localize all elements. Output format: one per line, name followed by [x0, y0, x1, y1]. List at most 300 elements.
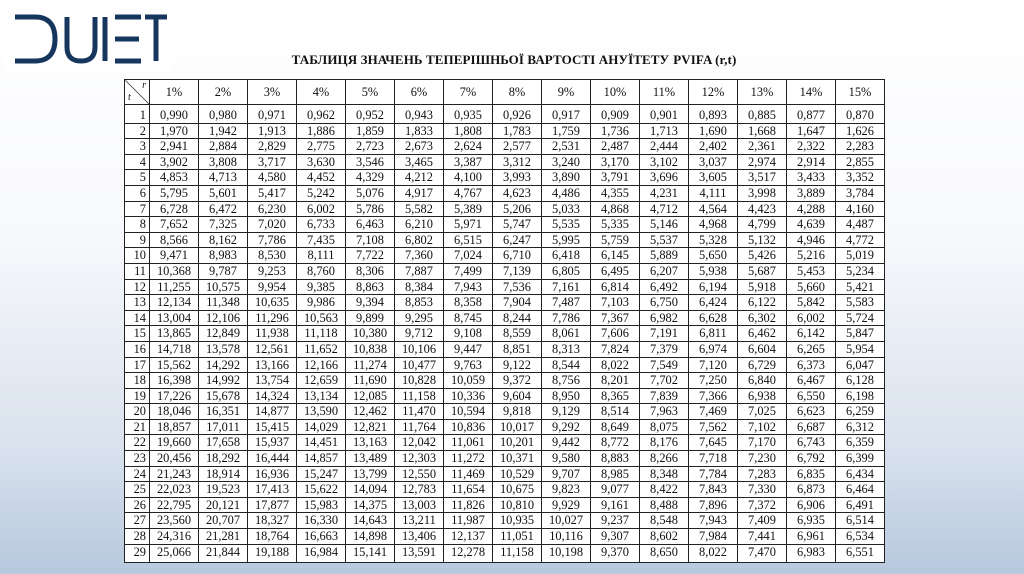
value-cell: 7,469 — [689, 404, 738, 420]
value-cell: 0,901 — [640, 105, 689, 124]
value-cell: 10,017 — [493, 419, 542, 435]
value-cell: 1,808 — [444, 123, 493, 139]
period-cell: 16 — [125, 341, 150, 357]
value-cell: 8,348 — [640, 466, 689, 482]
value-cell: 4,580 — [248, 170, 297, 186]
column-header: 8% — [493, 80, 542, 105]
value-cell: 18,914 — [199, 466, 248, 482]
value-cell: 12,166 — [297, 357, 346, 373]
value-cell: 0,893 — [689, 105, 738, 124]
value-cell: 14,877 — [248, 404, 297, 420]
table-row — [125, 326, 885, 342]
value-cell: 12,042 — [395, 435, 444, 451]
value-cell: 12,462 — [346, 404, 395, 420]
value-cell: 4,946 — [787, 232, 836, 248]
value-cell: 7,409 — [738, 513, 787, 529]
value-cell: 5,687 — [738, 263, 787, 279]
period-cell: 21 — [125, 419, 150, 435]
value-cell: 15,937 — [248, 435, 297, 451]
value-cell: 16,444 — [248, 451, 297, 467]
value-cell: 11,272 — [444, 451, 493, 467]
value-cell: 5,033 — [542, 201, 591, 217]
value-cell: 9,292 — [542, 419, 591, 435]
value-cell: 6,983 — [787, 544, 836, 563]
value-cell: 5,795 — [150, 185, 199, 201]
value-cell: 7,470 — [738, 544, 787, 563]
period-cell: 17 — [125, 357, 150, 373]
value-cell: 7,230 — [738, 451, 787, 467]
table-row — [125, 201, 885, 217]
value-cell: 6,259 — [836, 404, 885, 420]
value-cell: 1,647 — [787, 123, 836, 139]
value-cell: 10,828 — [395, 373, 444, 389]
value-cell: 3,352 — [836, 170, 885, 186]
value-cell: 4,288 — [787, 201, 836, 217]
table-row — [125, 466, 885, 482]
value-cell: 7,108 — [346, 232, 395, 248]
value-cell: 4,212 — [395, 170, 444, 186]
column-header: 4% — [297, 80, 346, 105]
value-cell: 7,366 — [689, 388, 738, 404]
table-row — [125, 185, 885, 201]
value-cell: 7,896 — [689, 497, 738, 513]
value-cell: 6,733 — [297, 217, 346, 233]
value-cell: 6,194 — [689, 279, 738, 295]
period-cell: 29 — [125, 544, 150, 563]
table-row — [125, 435, 885, 451]
value-cell: 3,717 — [248, 154, 297, 170]
value-cell: 7,887 — [395, 263, 444, 279]
value-cell: 13,406 — [395, 529, 444, 545]
value-cell: 7,645 — [689, 435, 738, 451]
table-row — [125, 357, 885, 373]
value-cell: 6,982 — [640, 310, 689, 326]
period-cell: 19 — [125, 388, 150, 404]
value-cell: 4,231 — [640, 185, 689, 201]
value-cell: 8,422 — [640, 482, 689, 498]
value-cell: 0,935 — [444, 105, 493, 124]
corner-cell — [125, 80, 150, 105]
value-cell: 8,544 — [542, 357, 591, 373]
value-cell: 4,100 — [444, 170, 493, 186]
value-cell: 17,877 — [248, 497, 297, 513]
table-row — [125, 123, 885, 139]
period-cell: 3 — [125, 139, 150, 155]
value-cell: 3,808 — [199, 154, 248, 170]
value-cell: 6,142 — [787, 326, 836, 342]
period-cell: 13 — [125, 295, 150, 311]
value-cell: 5,234 — [836, 263, 885, 279]
value-cell: 13,489 — [346, 451, 395, 467]
column-header: 6% — [395, 80, 444, 105]
value-cell: 5,938 — [689, 263, 738, 279]
value-cell: 11,987 — [444, 513, 493, 529]
value-cell: 11,764 — [395, 419, 444, 435]
page-title — [0, 52, 1024, 68]
value-cell: 6,463 — [346, 217, 395, 233]
column-header: 7% — [444, 80, 493, 105]
value-cell: 6,312 — [836, 419, 885, 435]
value-cell: 13,166 — [248, 357, 297, 373]
value-cell: 17,413 — [248, 482, 297, 498]
period-cell: 7 — [125, 201, 150, 217]
value-cell: 11,690 — [346, 373, 395, 389]
value-cell: 6,935 — [787, 513, 836, 529]
value-cell: 2,974 — [738, 154, 787, 170]
value-cell: 9,442 — [542, 435, 591, 451]
value-cell: 5,417 — [248, 185, 297, 201]
value-cell: 8,772 — [591, 435, 640, 451]
value-cell: 5,954 — [836, 341, 885, 357]
value-cell: 6,265 — [787, 341, 836, 357]
value-cell: 9,394 — [346, 295, 395, 311]
value-cell: 9,899 — [346, 310, 395, 326]
value-cell: 11,118 — [297, 326, 346, 342]
value-cell: 0,971 — [248, 105, 297, 124]
value-cell: 8,863 — [346, 279, 395, 295]
value-cell: 21,844 — [199, 544, 248, 563]
value-cell: 9,823 — [542, 482, 591, 498]
value-cell: 10,836 — [444, 419, 493, 435]
value-cell: 5,724 — [836, 310, 885, 326]
value-cell: 7,102 — [738, 419, 787, 435]
value-cell: 10,059 — [444, 373, 493, 389]
table-row — [125, 170, 885, 186]
value-cell: 6,464 — [836, 482, 885, 498]
value-cell: 0,962 — [297, 105, 346, 124]
table-row — [125, 217, 885, 233]
table-row — [125, 419, 885, 435]
value-cell: 3,998 — [738, 185, 787, 201]
value-cell: 5,847 — [836, 326, 885, 342]
value-cell: 6,514 — [836, 513, 885, 529]
value-cell: 8,266 — [640, 451, 689, 467]
value-cell: 0,980 — [199, 105, 248, 124]
table-row — [125, 451, 885, 467]
value-cell: 6,604 — [738, 341, 787, 357]
value-cell: 25,066 — [150, 544, 199, 563]
column-header: 5% — [346, 80, 395, 105]
value-cell: 4,423 — [738, 201, 787, 217]
value-cell: 9,818 — [493, 404, 542, 420]
value-cell: 6,399 — [836, 451, 885, 467]
value-cell: 18,857 — [150, 419, 199, 435]
value-cell: 9,707 — [542, 466, 591, 482]
value-cell: 7,360 — [395, 248, 444, 264]
value-cell: 17,226 — [150, 388, 199, 404]
value-cell: 4,712 — [640, 201, 689, 217]
value-cell: 7,372 — [738, 497, 787, 513]
value-cell: 3,889 — [787, 185, 836, 201]
value-cell: 17,011 — [199, 419, 248, 435]
table-row — [125, 295, 885, 311]
value-cell: 2,775 — [297, 139, 346, 155]
value-cell: 11,938 — [248, 326, 297, 342]
value-cell: 4,329 — [346, 170, 395, 186]
value-cell: 12,303 — [395, 451, 444, 467]
period-cell: 25 — [125, 482, 150, 498]
period-cell: 28 — [125, 529, 150, 545]
column-header: 15% — [836, 80, 885, 105]
value-cell: 6,302 — [738, 310, 787, 326]
value-cell: 13,591 — [395, 544, 444, 563]
value-cell: 9,604 — [493, 388, 542, 404]
value-cell: 10,935 — [493, 513, 542, 529]
value-cell: 1,886 — [297, 123, 346, 139]
value-cell: 5,582 — [395, 201, 444, 217]
value-cell: 7,379 — [640, 341, 689, 357]
value-cell: 10,810 — [493, 497, 542, 513]
value-cell: 7,161 — [542, 279, 591, 295]
value-cell: 6,710 — [493, 248, 542, 264]
value-cell: 5,146 — [640, 217, 689, 233]
value-cell: 2,855 — [836, 154, 885, 170]
value-cell: 9,161 — [591, 497, 640, 513]
value-cell: 8,313 — [542, 341, 591, 357]
value-cell: 7,250 — [689, 373, 738, 389]
title-main: ТАБЛИЦЯ ЗНАЧЕНЬ ТЕПЕРІШНЬОЇ ВАРТОСТІ АНУЇТЕТУ — [291, 52, 670, 67]
value-cell: 7,843 — [689, 482, 738, 498]
table-row — [125, 248, 885, 264]
period-cell: 12 — [125, 279, 150, 295]
value-cell: 1,859 — [346, 123, 395, 139]
value-cell: 5,583 — [836, 295, 885, 311]
value-cell: 2,361 — [738, 139, 787, 155]
table-body — [125, 105, 885, 563]
value-cell: 5,660 — [787, 279, 836, 295]
corner-t-label: t — [128, 92, 131, 103]
value-cell: 4,799 — [738, 217, 787, 233]
value-cell: 11,469 — [444, 466, 493, 482]
value-cell: 10,477 — [395, 357, 444, 373]
value-cell: 19,523 — [199, 482, 248, 498]
value-cell: 6,551 — [836, 544, 885, 563]
value-cell: 4,968 — [689, 217, 738, 233]
value-cell: 10,575 — [199, 279, 248, 295]
value-cell: 7,487 — [542, 295, 591, 311]
value-cell: 5,889 — [640, 248, 689, 264]
value-cell: 13,578 — [199, 341, 248, 357]
value-cell: 0,952 — [346, 105, 395, 124]
value-cell: 7,441 — [738, 529, 787, 545]
value-cell: 11,061 — [444, 435, 493, 451]
value-cell: 12,137 — [444, 529, 493, 545]
value-cell: 3,102 — [640, 154, 689, 170]
value-cell: 7,120 — [689, 357, 738, 373]
value-cell: 8,306 — [346, 263, 395, 279]
value-cell: 8,851 — [493, 341, 542, 357]
value-cell: 8,883 — [591, 451, 640, 467]
value-cell: 5,759 — [591, 232, 640, 248]
value-cell: 2,283 — [836, 139, 885, 155]
table-row — [125, 232, 885, 248]
value-cell: 8,111 — [297, 248, 346, 264]
value-cell: 9,385 — [297, 279, 346, 295]
value-cell: 2,531 — [542, 139, 591, 155]
value-cell: 11,158 — [493, 544, 542, 563]
value-cell: 9,471 — [150, 248, 199, 264]
column-header: 9% — [542, 80, 591, 105]
value-cell: 8,756 — [542, 373, 591, 389]
value-cell: 5,132 — [738, 232, 787, 248]
value-cell: 9,763 — [444, 357, 493, 373]
value-cell: 1,626 — [836, 123, 885, 139]
value-cell: 2,884 — [199, 139, 248, 155]
value-cell: 11,255 — [150, 279, 199, 295]
table-row — [125, 404, 885, 420]
value-cell: 8,853 — [395, 295, 444, 311]
value-cell: 0,870 — [836, 105, 885, 124]
value-cell: 10,106 — [395, 341, 444, 357]
value-cell: 4,160 — [836, 201, 885, 217]
value-cell: 24,316 — [150, 529, 199, 545]
value-cell: 11,652 — [297, 341, 346, 357]
value-cell: 6,835 — [787, 466, 836, 482]
value-cell: 6,515 — [444, 232, 493, 248]
value-cell: 6,424 — [689, 295, 738, 311]
value-cell: 7,025 — [738, 404, 787, 420]
header-row — [125, 80, 885, 105]
value-cell: 6,434 — [836, 466, 885, 482]
value-cell: 2,914 — [787, 154, 836, 170]
period-cell: 26 — [125, 497, 150, 513]
value-cell: 0,926 — [493, 105, 542, 124]
period-cell: 22 — [125, 435, 150, 451]
value-cell: 6,938 — [738, 388, 787, 404]
value-cell: 6,492 — [640, 279, 689, 295]
value-cell: 6,811 — [689, 326, 738, 342]
value-cell: 6,728 — [150, 201, 199, 217]
value-cell: 3,902 — [150, 154, 199, 170]
value-cell: 4,853 — [150, 170, 199, 186]
value-cell: 1,690 — [689, 123, 738, 139]
period-cell: 18 — [125, 373, 150, 389]
value-cell: 5,995 — [542, 232, 591, 248]
value-cell: 12,278 — [444, 544, 493, 563]
value-cell: 0,917 — [542, 105, 591, 124]
value-cell: 15,562 — [150, 357, 199, 373]
value-cell: 7,839 — [640, 388, 689, 404]
value-cell: 11,051 — [493, 529, 542, 545]
value-cell: 6,198 — [836, 388, 885, 404]
value-cell: 6,729 — [738, 357, 787, 373]
value-cell: 9,986 — [297, 295, 346, 311]
title-symbol: PVIFA (r,t) — [673, 52, 737, 67]
value-cell: 5,216 — [787, 248, 836, 264]
value-cell: 2,829 — [248, 139, 297, 155]
value-cell: 10,594 — [444, 404, 493, 420]
value-cell: 9,954 — [248, 279, 297, 295]
value-cell: 9,307 — [591, 529, 640, 545]
column-header: 13% — [738, 80, 787, 105]
value-cell: 6,373 — [787, 357, 836, 373]
value-cell: 12,134 — [150, 295, 199, 311]
value-cell: 7,786 — [542, 310, 591, 326]
value-cell: 6,047 — [836, 357, 885, 373]
value-cell: 8,548 — [640, 513, 689, 529]
value-cell: 6,814 — [591, 279, 640, 295]
value-cell: 15,247 — [297, 466, 346, 482]
value-cell: 7,784 — [689, 466, 738, 482]
value-cell: 3,433 — [787, 170, 836, 186]
value-cell: 11,654 — [444, 482, 493, 498]
value-cell: 1,942 — [199, 123, 248, 139]
value-cell: 7,786 — [248, 232, 297, 248]
period-cell: 1 — [125, 105, 150, 124]
value-cell: 2,322 — [787, 139, 836, 155]
period-cell: 10 — [125, 248, 150, 264]
value-cell: 11,158 — [395, 388, 444, 404]
value-cell: 7,330 — [738, 482, 787, 498]
value-cell: 5,747 — [493, 217, 542, 233]
value-cell: 13,004 — [150, 310, 199, 326]
column-header: 1% — [150, 80, 199, 105]
table-row — [125, 139, 885, 155]
value-cell: 11,348 — [199, 295, 248, 311]
value-cell: 6,467 — [787, 373, 836, 389]
value-cell: 9,122 — [493, 357, 542, 373]
value-cell: 9,370 — [591, 544, 640, 563]
column-header: 12% — [689, 80, 738, 105]
value-cell: 3,784 — [836, 185, 885, 201]
value-cell: 2,941 — [150, 139, 199, 155]
value-cell: 14,718 — [150, 341, 199, 357]
value-cell: 6,750 — [640, 295, 689, 311]
value-cell: 6,906 — [787, 497, 836, 513]
value-cell: 10,336 — [444, 388, 493, 404]
value-cell: 1,833 — [395, 123, 444, 139]
column-header: 14% — [787, 80, 836, 105]
value-cell: 12,561 — [248, 341, 297, 357]
value-cell: 3,517 — [738, 170, 787, 186]
value-cell: 12,821 — [346, 419, 395, 435]
period-cell: 4 — [125, 154, 150, 170]
value-cell: 1,970 — [150, 123, 199, 139]
value-cell: 6,534 — [836, 529, 885, 545]
value-cell: 10,371 — [493, 451, 542, 467]
value-cell: 3,696 — [640, 170, 689, 186]
value-cell: 6,840 — [738, 373, 787, 389]
table-row — [125, 529, 885, 545]
value-cell: 3,605 — [689, 170, 738, 186]
value-cell: 19,188 — [248, 544, 297, 563]
value-cell: 0,909 — [591, 105, 640, 124]
value-cell: 6,210 — [395, 217, 444, 233]
value-cell: 7,652 — [150, 217, 199, 233]
value-cell: 19,660 — [150, 435, 199, 451]
value-cell: 6,128 — [836, 373, 885, 389]
value-cell: 6,247 — [493, 232, 542, 248]
value-cell: 4,486 — [542, 185, 591, 201]
value-cell: 8,022 — [689, 544, 738, 563]
value-cell: 0,943 — [395, 105, 444, 124]
value-cell: 9,929 — [542, 497, 591, 513]
value-cell: 2,723 — [346, 139, 395, 155]
value-cell: 10,027 — [542, 513, 591, 529]
value-cell: 8,650 — [640, 544, 689, 563]
value-cell: 8,530 — [248, 248, 297, 264]
value-cell: 6,743 — [787, 435, 836, 451]
value-cell: 1,783 — [493, 123, 542, 139]
value-cell: 18,046 — [150, 404, 199, 420]
value-cell: 18,292 — [199, 451, 248, 467]
value-cell: 13,799 — [346, 466, 395, 482]
value-cell: 5,453 — [787, 263, 836, 279]
value-cell: 21,243 — [150, 466, 199, 482]
table-row — [125, 310, 885, 326]
value-cell: 7,536 — [493, 279, 542, 295]
value-cell: 5,537 — [640, 232, 689, 248]
